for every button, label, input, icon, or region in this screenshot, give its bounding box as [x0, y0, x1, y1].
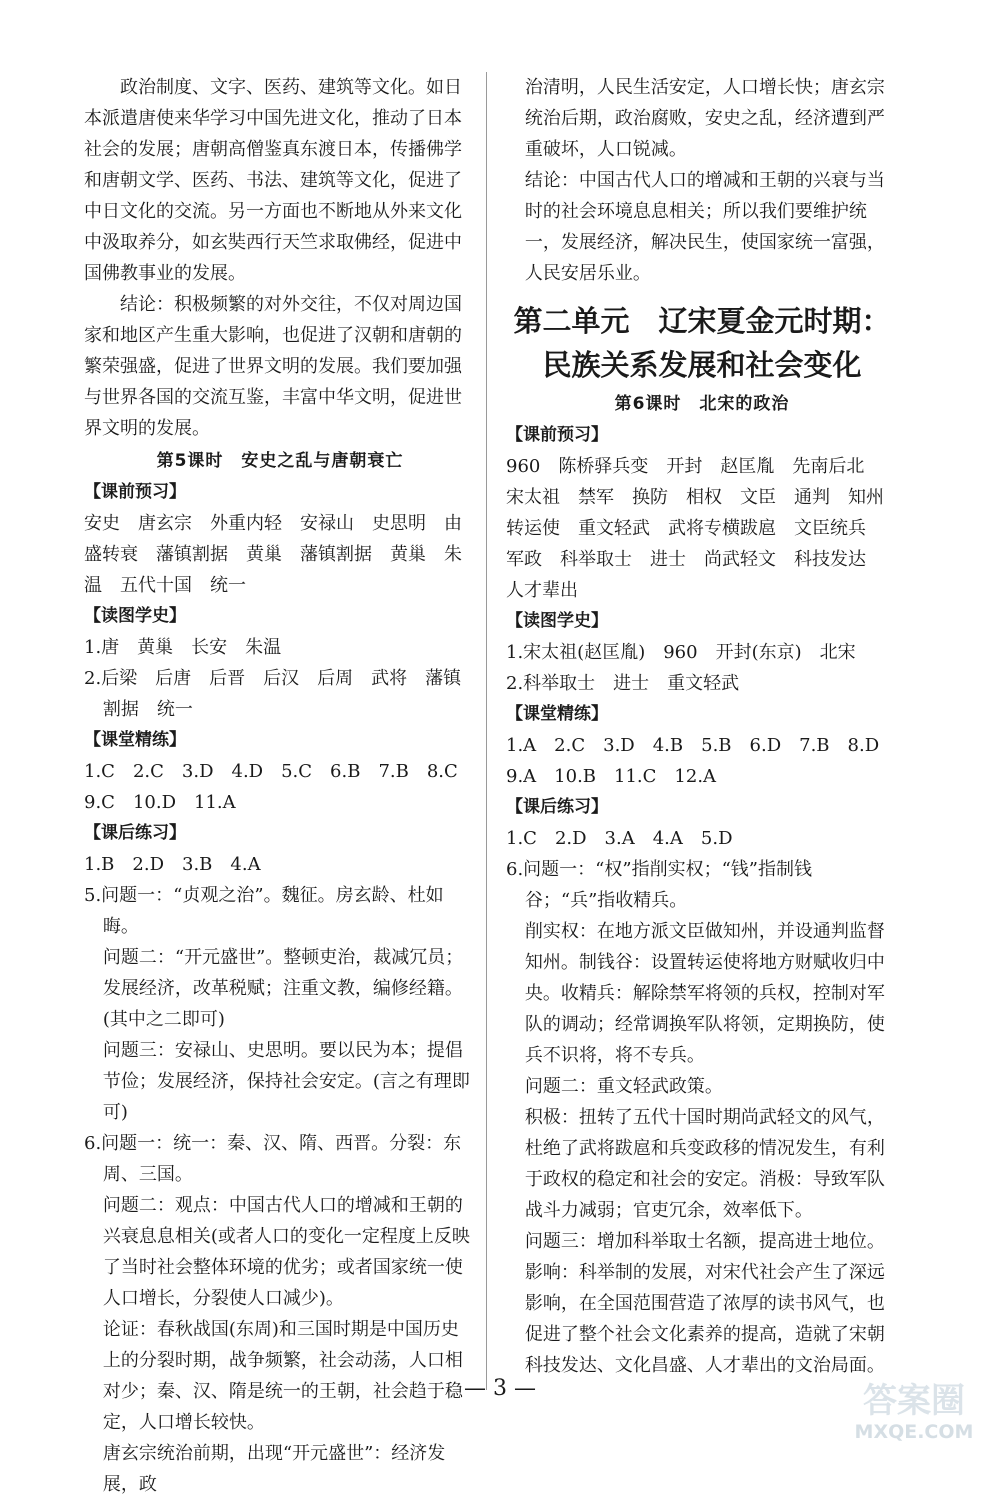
watermark-logo [844, 1381, 984, 1453]
continued-paragraph: 治清明，人民生活安定，人口增长快；唐玄宗统治后期，政治腐败，安史之乱，经济遭到严重破坏，人口锐减。 [524, 77, 885, 160]
practice-answers-row-1: 1.A 2.C 3.D 4.B 5.B 6.D 7.B 8.D [506, 735, 880, 756]
practice-answers-row-1: 1.C 2.C 3.D 4.D 5.C 6.B 7.B 8.C [84, 761, 458, 782]
practice-answers-row-2: 9.A 10.B 11.C 12.A [506, 766, 717, 787]
section-after-heading: 【课后练习】 [506, 797, 608, 817]
watermark-bottom-text: MXQE.COM [854, 1421, 974, 1443]
q5-part-3: 问题三：安禄山、史思明。要以民为本；提倡节俭；发展经济，保持社会安定。(言之有理即可) [102, 1040, 470, 1123]
q6-part-2: 问题二：观点：中国古代人口的增减和王朝的兴衰息息相关(或者人口的变化一定程度上反映了当时社会整体环境的优劣；或者国家统一使人口增长，分裂使人口减少)。 [102, 1195, 470, 1309]
section-practice-heading: 【课堂精练】 [506, 704, 608, 724]
read-map-answer-1: 1.宋太祖(赵匡胤) 960 开封(东京) 北宋 [506, 642, 856, 663]
intro-paragraph: 政治制度、文字、医药、建筑等文化。如日本派遣唐使来华学习中国先进文化，推动了日本社会的发展；唐朝高僧鉴真东渡日本，传播佛学和唐朝文学、医药、书法、建筑等文化，促进了中日文化的交流。另一方面也不断地从外来文化中汲取养分，如玄奘西行天竺求取佛经，促进中国佛教事业的发展。 [84, 77, 462, 284]
after-choice-answers: 1.B 2.D 3.B 4.A [84, 854, 261, 875]
q6-part-5: 问题三：增加科举取士名额，提高进士地位。 [524, 1231, 885, 1252]
practice-answers-row-2: 9.C 10.D 11.A [84, 792, 236, 813]
lesson-5-title: 第5课时 安史之乱与唐朝衰亡 [156, 451, 404, 471]
column-divider [486, 72, 487, 1390]
read-map-answer-2: 2.后梁 后唐 后晋 后汉 后周 武将 藩镇割据 统一 [84, 668, 462, 720]
unit-title-line-2: 民族关系发展和社会变化 [542, 348, 862, 382]
q6-part-3: 问题二：重文轻武政策。 [524, 1076, 723, 1097]
q6-part-4: 唐玄宗统治前期，出现“开元盛世”：经济发展，政 [102, 1443, 446, 1495]
section-preview-heading: 【课前预习】 [84, 482, 186, 502]
read-map-answer-1: 1.唐 黄巢 长安 朱温 [84, 637, 282, 658]
q6-part-3: 论证：春秋战国(东周)和三国时期是中国历史上的分裂时期，战争频繁，社会动荡，人口相对少；秦、汉、隋是统一的王朝，社会趋于稳定，人口增长较快。 [102, 1319, 463, 1433]
conclusion-paragraph: 结论：积极频繁的对外交往，不仅对周边国家和地区产生重大影响，也促进了汉朝和唐朝的繁荣强盛，促进了世界文明的发展。我们要加强与世界各国的交流互鉴，丰富中华文明，促进世界文明的发展。 [84, 294, 462, 439]
section-preview-heading: 【课前预习】 [506, 425, 608, 445]
q6-part-1: 6.问题一：统一：秦、汉、隋、西晋。分裂：东周、三国。 [84, 1133, 462, 1185]
q5-part-1: 5.问题一：“贞观之治”。魏征。房玄龄、杜如晦。 [84, 885, 444, 937]
preview-answers: 安史 唐玄宗 外重内轻 安禄山 史思明 由盛转衰 藩镇割据 黄巢 藩镇割据 黄巢 朱温 五代十国 统一 [84, 513, 462, 596]
q6-part-4: 积极：扭转了五代十国时期尚武轻文的风气，杜绝了武将跋扈和兵变政移的情况发生，有利于政权的稳定和社会的安定。消极：导致军队战斗力减弱；官吏冗余，效率低下。 [524, 1107, 885, 1221]
section-practice-heading: 【课堂精练】 [84, 730, 186, 750]
preview-answers: 960 陈桥驿兵变 开封 赵匡胤 先南后北 宋太祖 禁军 换防 相权 文臣 通判 知州 转运使 重文轻武 武将专横跋扈 文臣统兵 军政 科举取士 进士 尚武轻文 科技发达 人才辈出 [506, 456, 902, 601]
section-read-map-heading: 【读图学史】 [506, 611, 608, 631]
continued-conclusion: 结论：中国古代人口的增减和王朝的兴衰与当时的社会环境息息相关；所以我们要维护统一，发展经济，解决民生，使国家统一富强，人民安居乐业。 [524, 170, 885, 284]
after-choice-answers: 1.C 2.D 3.A 4.A 5.D [506, 828, 733, 849]
q6-part-2: 削实权：在地方派文臣做知州，并设通判监督知州。制钱谷：设置转运使将地方财赋收归中央。收精兵：解除禁军将领的兵权，控制对军队的调动；经常调换军队将领，定期换防，使兵不识将，将不专兵。 [524, 921, 885, 1066]
page-number: — 3 — [464, 1376, 536, 1401]
q6-part-1: 6.问题一：“权”指削实权；“钱”指制钱谷；“兵”指收精兵。 [506, 859, 812, 911]
right-column [506, 72, 902, 1381]
lesson-6-title: 第6课时 北宋的政治 [614, 394, 790, 414]
left-column [84, 72, 476, 1500]
q5-part-2: 问题二：“开元盛世”。整顿吏治，裁减冗员；发展经济，改革税赋；注重文教，编修经籍。(其中之二即可) [102, 947, 464, 1030]
unit-title-line-1: 第二单元 辽宋夏金元时期： [513, 304, 891, 338]
watermark-top-text: 答案圈 [863, 1381, 965, 1421]
read-map-answer-2: 2.科举取士 进士 重文轻武 [506, 673, 740, 694]
section-after-heading: 【课后练习】 [84, 823, 186, 843]
section-read-map-heading: 【读图学史】 [84, 606, 186, 626]
q6-part-6: 影响：科举制的发展，对宋代社会产生了深远影响，在全国范围营造了浓厚的读书风气，也促进了整个社会文化素养的提高，造就了宋朝科技发达、文化昌盛、人才辈出的文治局面。 [524, 1262, 885, 1376]
